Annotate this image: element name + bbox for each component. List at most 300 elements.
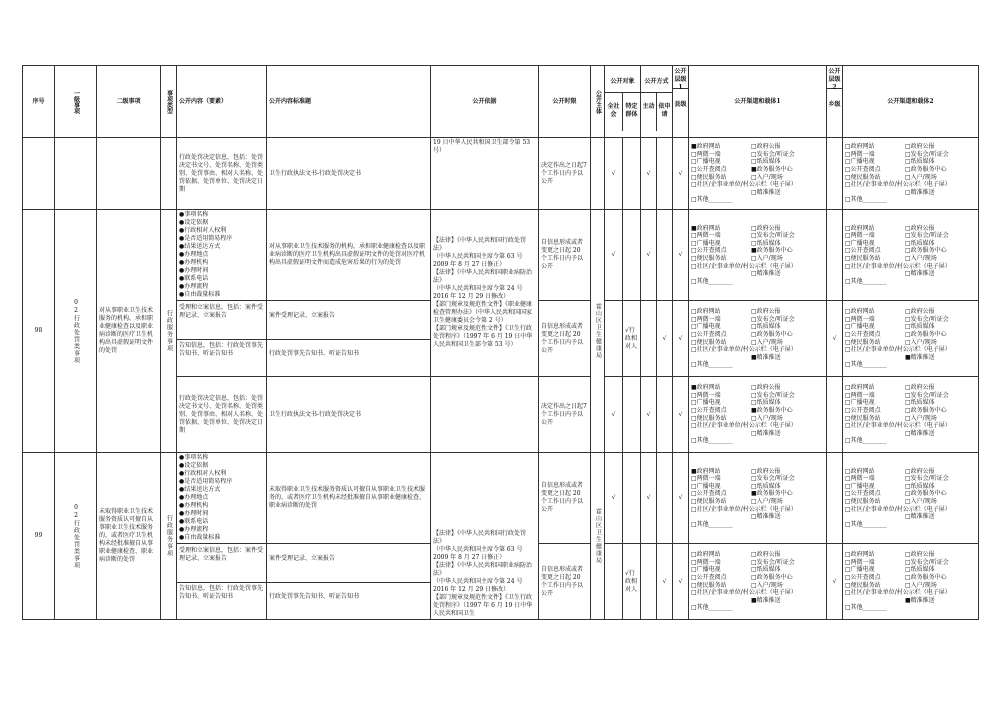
channel-option: ■政府网站: [691, 384, 721, 392]
channel-option: □政务服务中心: [905, 247, 947, 255]
channel-option: □政府公报: [751, 308, 781, 316]
empty-box-icon: □: [845, 490, 851, 498]
channel-option: ■政府网站: [691, 467, 721, 475]
empty-box-icon: □: [905, 150, 911, 158]
channel-option: □入户/现场: [905, 173, 937, 181]
seq-cell: 98: [23, 210, 55, 453]
empty-box-icon: □: [691, 181, 697, 189]
empty-box-icon: □: [845, 247, 851, 255]
channel-option: □社区/企事业单位/村公示栏（电子屏）: [691, 422, 797, 430]
empty-box-icon: □: [905, 247, 911, 255]
empty-box-icon: □: [845, 346, 851, 354]
channel-option: □公开查阅点: [691, 330, 727, 338]
empty-box-icon: □: [751, 150, 757, 158]
standard-cell: 案件受理记录、立案报告: [267, 545, 430, 583]
empty-box-icon: □: [905, 308, 911, 316]
channel-option: □入户/现场: [905, 338, 937, 346]
channel-list-2: [843, 138, 979, 210]
empty-box-icon: □: [751, 323, 757, 331]
empty-box-icon: □: [751, 232, 757, 240]
channel-option: □纸质媒体: [751, 158, 781, 166]
empty-box-icon: □: [845, 467, 851, 475]
empty-box-icon: □: [751, 173, 757, 181]
channel-option: □政府公报: [751, 224, 781, 232]
channel-option: □精准推送: [905, 429, 935, 437]
empty-box-icon: □: [751, 573, 757, 581]
township-check: √: [827, 301, 843, 377]
empty-box-icon: □: [905, 232, 911, 240]
standard-cell: 卫生行政执法文书-行政处罚决定书: [267, 138, 431, 210]
empty-box-icon: □: [845, 589, 851, 597]
channel-option: □广播电视: [691, 399, 721, 407]
checked-box-icon: ■: [751, 596, 757, 604]
channel-option: □广播电视: [845, 399, 875, 407]
empty-box-icon: □: [905, 270, 911, 278]
checked-box-icon: ■: [905, 596, 911, 604]
channel-option: □便民服务站: [845, 255, 881, 262]
checked-box-icon: ■: [751, 490, 757, 498]
empty-box-icon: □: [845, 330, 851, 338]
channel-option: □其他________: [691, 604, 733, 612]
empty-box-icon: □: [845, 406, 851, 414]
empty-box-icon: □: [691, 589, 697, 597]
channel-option: □入户/现场: [751, 581, 783, 589]
header-time-limit: 公开时限: [539, 66, 591, 138]
empty-box-icon: □: [751, 338, 757, 346]
township-check: √: [827, 544, 843, 620]
channel-option: □其他________: [845, 361, 887, 369]
header-level-group1: 公开层级1 县级: [673, 66, 689, 138]
channel-option: ■政务服务中心: [751, 490, 793, 498]
header-item-type: 事项类型: [161, 66, 177, 138]
channel-option: □纸质媒体: [751, 239, 781, 247]
channel-option: □纸质媒体: [751, 482, 781, 490]
subject-cell: 霍山区卫生健康局: [591, 210, 605, 453]
empty-box-icon: □: [691, 573, 697, 581]
target-all-check: √: [605, 210, 623, 301]
channel-option: □政务服务中心: [751, 573, 793, 581]
empty-box-icon: □: [905, 143, 911, 151]
empty-box-icon: □: [845, 414, 851, 422]
channel-option: □政府网站: [845, 467, 875, 475]
channel-option: □政府网站: [691, 308, 721, 316]
empty-box-icon: □: [905, 188, 911, 196]
empty-box-icon: □: [751, 188, 757, 196]
empty-box-icon: □: [845, 143, 851, 151]
channel-option: □精准推送: [905, 188, 935, 196]
empty-box-icon: □: [905, 558, 911, 566]
empty-box-icon: □: [751, 551, 757, 559]
empty-box-icon: □: [751, 399, 757, 407]
empty-box-icon: □: [905, 173, 911, 181]
empty-box-icon: □: [845, 482, 851, 490]
channel-option: □政府网站: [845, 384, 875, 392]
channel-option: □公开查阅点: [845, 247, 881, 255]
checked-box-icon: ■: [751, 353, 757, 361]
empty-box-icon: □: [691, 323, 697, 331]
county-check: √: [673, 138, 689, 210]
channel-option: □两微一端: [691, 150, 721, 158]
header-target: 公开对象 全社会 特定群体: [605, 66, 641, 138]
content-cell: 行政处罚决定信息，包括：处罚决定书文号、处罚名称、处罚类别、处罚事由、相对人名称、处罚依据、处罚单位、处罚决定日期: [177, 138, 267, 210]
channel-option: ■精准推送: [751, 353, 781, 361]
empty-box-icon: □: [905, 490, 911, 498]
empty-box-icon: □: [691, 391, 697, 399]
empty-box-icon: □: [691, 308, 697, 316]
empty-box-icon: □: [845, 551, 851, 559]
empty-box-icon: □: [905, 255, 911, 262]
channel-option: □两微一端: [845, 150, 875, 158]
empty-box-icon: □: [905, 224, 911, 232]
empty-box-icon: □: [691, 566, 697, 574]
channel-option: □政府公报: [905, 467, 935, 475]
channel-option: □纸质媒体: [905, 399, 935, 407]
channel-option: □发布会/听证会: [905, 558, 949, 566]
channel-option: □其他________: [845, 604, 887, 612]
empty-box-icon: □: [691, 346, 697, 354]
channel-option: □发布会/听证会: [905, 475, 949, 483]
channel-option: □发布会/听证会: [905, 232, 949, 240]
channel-option: □便民服务站: [691, 498, 727, 505]
channel-option: □精准推送: [905, 513, 935, 521]
empty-box-icon: □: [905, 581, 911, 589]
channel-option: □其他________: [691, 437, 733, 445]
channel-list-1: [689, 138, 827, 210]
checked-box-icon: ■: [691, 143, 697, 151]
empty-box-icon: □: [691, 277, 697, 285]
checked-box-icon: ■: [751, 247, 757, 255]
empty-box-icon: □: [905, 566, 911, 574]
empty-box-icon: □: [845, 239, 851, 247]
channel-option: □其他________: [845, 520, 887, 528]
channel-option: □广播电视: [691, 566, 721, 574]
empty-box-icon: □: [845, 338, 851, 346]
content-cell: 行政处罚决定信息，包括：处罚决定书文号、处罚名称、处罚类别、处罚事由、相对人名称、处罚依据、处罚单位、处罚决定日期: [177, 377, 267, 453]
channel-option: □其他________: [691, 520, 733, 528]
channel-option: □政务服务中心: [905, 573, 947, 581]
channel-option: □社区/企事业单位/村公示栏（电子屏）: [845, 181, 951, 189]
channel-option: □便民服务站: [691, 414, 727, 422]
channel-option: □发布会/听证会: [751, 391, 795, 399]
specific-cell: √行政相对人: [623, 544, 641, 620]
empty-box-icon: □: [751, 581, 757, 589]
empty-box-icon: □: [905, 573, 911, 581]
county-check: √: [673, 377, 689, 453]
channel-option: ■政务服务中心: [751, 406, 793, 414]
specific-cell: √行政相对人: [623, 301, 641, 377]
empty-box-icon: □: [905, 315, 911, 323]
empty-box-icon: □: [751, 330, 757, 338]
basis-cell: 19 日中华人民共和国卫生部令第 53 号）: [431, 138, 539, 210]
empty-box-icon: □: [905, 482, 911, 490]
header-subject: 公开主体: [591, 66, 605, 138]
level1-cell: 02行政处罚类事项: [55, 210, 97, 453]
channel-option: □两微一端: [845, 315, 875, 323]
content-cell: 告知信息，包括：行政处罚事先告知书、听证告知书: [179, 341, 264, 357]
table-row: [23, 138, 979, 210]
channel-option: □精准推送: [905, 270, 935, 278]
channel-list-1: [689, 377, 827, 453]
empty-box-icon: □: [691, 361, 697, 369]
item-type-cell: 行政服务事项: [161, 453, 177, 620]
content-cell: 告知信息，包括：行政处罚事先告知书、听证告知书: [179, 584, 264, 600]
empty-box-icon: □: [691, 196, 697, 204]
empty-box-icon: □: [751, 482, 757, 490]
target-all-check: √: [605, 377, 623, 453]
standard-cell: 卫生行政执法文书-行政处罚决定书: [267, 377, 431, 453]
county-check: √: [673, 210, 689, 301]
channel-option: ■政府网站: [691, 224, 721, 232]
empty-box-icon: □: [845, 315, 851, 323]
item-type-cell: 行政服务事项: [161, 210, 177, 453]
checked-box-icon: ■: [691, 384, 697, 392]
channel-option: □政府公报: [751, 143, 781, 151]
channel-option: □便民服务站: [691, 338, 727, 346]
channel-list-1: [689, 301, 827, 377]
basis-cell: 【法律】《中华人民共和国行政处罚法》 （中华人民共和国主席令第 63 号 2009 年 8 月 27 日修正） 【法律】《中华人民共和国职业病防治法》 （中华人民共和国主席令第 24 号 2016 年 12 月 29 日修改） 【部门规章及规范性文件】《职业健康检查管理办法》（中华人民共和国国家卫生健康委员会令第 2 号） 【部门规章及规范性文件】《卫生行政处罚程序》（1997 年 6 月 19 日中华人民共和国卫生部令第 53 号）: [431, 210, 539, 377]
empty-box-icon: □: [751, 414, 757, 422]
empty-box-icon: □: [751, 498, 757, 505]
channel-option: □政府网站: [845, 308, 875, 316]
channel-option: □发布会/听证会: [905, 150, 949, 158]
empty-box-icon: □: [905, 323, 911, 331]
channel-option: □入户/现场: [905, 255, 937, 262]
channel-option: □精准推送: [751, 429, 781, 437]
empty-box-icon: □: [845, 224, 851, 232]
empty-box-icon: □: [691, 247, 697, 255]
empty-box-icon: □: [845, 173, 851, 181]
empty-box-icon: □: [691, 158, 697, 166]
channel-option: □政府公报: [751, 551, 781, 559]
channel-option: □便民服务站: [691, 581, 727, 589]
channel-option: □入户/现场: [905, 581, 937, 589]
empty-box-icon: □: [751, 391, 757, 399]
channel-option: □公开查阅点: [691, 406, 727, 414]
standard-cell: 对从事职业卫生技术服务的机构，承担职业健康检查以及职业病诊断的医疗卫生机构出具虚假证明文件的处罚对医疗机构出具虚假证明文件而造成危害后果的行为的处罚: [267, 210, 431, 301]
channel-option: ■精准推送: [905, 596, 935, 604]
header-basis: 公开依据: [431, 66, 539, 138]
channel-option: □纸质媒体: [751, 566, 781, 574]
channel-option: □政府公报: [905, 143, 935, 151]
channel-list-2: [843, 377, 979, 453]
disclosure-table: [22, 65, 979, 620]
channel-option: □其他________: [845, 196, 887, 204]
empty-box-icon: □: [691, 414, 697, 422]
empty-box-icon: □: [691, 330, 697, 338]
empty-box-icon: □: [691, 150, 697, 158]
empty-box-icon: □: [691, 498, 697, 505]
channel-option: □便民服务站: [845, 173, 881, 181]
channel-option: □政府公报: [905, 384, 935, 392]
county-check: √: [673, 544, 689, 620]
empty-box-icon: □: [845, 399, 851, 407]
empty-box-icon: □: [691, 232, 697, 240]
channel-option: □发布会/听证会: [751, 232, 795, 240]
channel-option: ■精准推送: [751, 596, 781, 604]
channel-option: □两微一端: [691, 315, 721, 323]
channel-option: □政务服务中心: [905, 330, 947, 338]
channel-option: □精准推送: [751, 513, 781, 521]
channel-option: □社区/企事业单位/村公示栏（电子屏）: [845, 262, 951, 270]
channel-option: □政府网站: [691, 551, 721, 559]
empty-box-icon: □: [905, 338, 911, 346]
empty-box-icon: □: [691, 406, 697, 414]
empty-box-icon: □: [905, 399, 911, 407]
channel-option: □社区/企事业单位/村公示栏（电子屏）: [691, 589, 797, 597]
channel-option: □两微一端: [691, 558, 721, 566]
level1-cell: 02行政处罚类事项: [55, 453, 97, 620]
empty-box-icon: □: [905, 551, 911, 559]
empty-box-icon: □: [905, 498, 911, 505]
channel-option: □其他________: [691, 361, 733, 369]
channel-list-2: [843, 453, 979, 544]
checked-box-icon: ■: [691, 224, 697, 232]
channel-option: □广播电视: [691, 239, 721, 247]
channel-option: □便民服务站: [845, 581, 881, 589]
channel-option: □精准推送: [751, 270, 781, 278]
empty-box-icon: □: [845, 165, 851, 173]
channel-option: □便民服务站: [845, 414, 881, 422]
channel-option: □广播电视: [691, 323, 721, 331]
channel-option: □纸质媒体: [905, 323, 935, 331]
channel-option: □公开查阅点: [845, 490, 881, 498]
empty-box-icon: □: [905, 158, 911, 166]
checked-box-icon: ■: [691, 467, 697, 475]
empty-box-icon: □: [691, 338, 697, 346]
apply-check: √: [657, 301, 673, 377]
subject-cell: 霍山区卫生健康局: [591, 453, 605, 620]
channel-option: □公开查阅点: [691, 165, 727, 173]
empty-box-icon: □: [751, 384, 757, 392]
empty-box-icon: □: [845, 391, 851, 399]
empty-box-icon: □: [751, 224, 757, 232]
active-check: √: [641, 453, 657, 544]
empty-box-icon: □: [691, 551, 697, 559]
channel-option: □公开查阅点: [691, 490, 727, 498]
empty-box-icon: □: [905, 475, 911, 483]
empty-box-icon: □: [905, 406, 911, 414]
channel-option: □社区/企事业单位/村公示栏（电子屏）: [691, 181, 797, 189]
empty-box-icon: □: [845, 196, 851, 204]
standard-cell: 行政处罚事先告知书、听证告知书: [269, 349, 360, 357]
empty-box-icon: □: [905, 414, 911, 422]
empty-box-icon: □: [845, 323, 851, 331]
empty-box-icon: □: [905, 165, 911, 173]
empty-box-icon: □: [751, 429, 757, 437]
channel-option: □两微一端: [845, 232, 875, 240]
channel-option: □两微一端: [691, 232, 721, 240]
channel-option: ■精准推送: [905, 353, 935, 361]
channel-option: □纸质媒体: [905, 239, 935, 247]
channel-option: □公开查阅点: [845, 165, 881, 173]
county-check: √: [673, 453, 689, 544]
channel-option: ■政务服务中心: [751, 247, 793, 255]
channel-option: □入户/现场: [751, 414, 783, 422]
channel-option: □广播电视: [845, 566, 875, 574]
channel-list-1: [689, 210, 827, 301]
empty-box-icon: □: [845, 437, 851, 445]
empty-box-icon: □: [845, 581, 851, 589]
empty-box-icon: □: [845, 520, 851, 528]
channel-option: □两微一端: [691, 391, 721, 399]
content-cell: ●事项名称 ●设定依据 ●行政相对人权利 ●是否适用简易程序 ●结果送达方式 ●办理地点 ●办理机构 ●办理时间 ●联系电话 ●办理流程 ●自由裁量标准: [177, 210, 267, 301]
channel-option: □入户/现场: [905, 498, 937, 505]
content-cell: 受理和立案信息，包括：案件受理记录、立案报告: [177, 302, 266, 340]
channel-option: □社区/企事业单位/村公示栏（电子屏）: [691, 346, 797, 354]
channel-option: □发布会/听证会: [751, 475, 795, 483]
channel-option: □纸质媒体: [905, 158, 935, 166]
channel-option: □社区/企事业单位/村公示栏（电子屏）: [845, 422, 951, 430]
empty-box-icon: □: [845, 422, 851, 430]
checked-box-icon: ■: [905, 353, 911, 361]
channel-option: □社区/企事业单位/村公示栏（电子屏）: [845, 346, 951, 354]
standard-cell: 行政处罚事先告知书、听证告知书: [269, 592, 360, 600]
active-check: √: [641, 210, 657, 301]
content-cell: ●事项名称 ●设定依据 ●行政相对人权利 ●是否适用简易程序 ●结果送达方式 ●办理地点 ●办理机构 ●办理时间 ●联系电话 ●办理流程 ●自由裁量标准: [177, 453, 267, 544]
empty-box-icon: □: [845, 573, 851, 581]
active-check: √: [641, 138, 657, 210]
empty-box-icon: □: [845, 475, 851, 483]
channel-option: □广播电视: [845, 323, 875, 331]
empty-box-icon: □: [845, 498, 851, 505]
channel-option: □社区/企事业单位/村公示栏（电子屏）: [845, 589, 951, 597]
channel-option: □广播电视: [845, 482, 875, 490]
header-level-group2: 公开层级2 乡级: [827, 66, 843, 138]
content-cell: 受理和立案信息，包括：案件受理记录、立案报告: [177, 545, 266, 583]
empty-box-icon: □: [691, 558, 697, 566]
header-channel1: 公开渠道和载体1: [689, 66, 827, 138]
channel-option: □政务服务中心: [905, 406, 947, 414]
channel-option: □政府网站: [845, 143, 875, 151]
level2-cell: 对从事职业卫生技术服务的机构，承担职业健康检查以及职业病诊断的医疗卫生机构出具虚假证明文件的处罚: [97, 210, 161, 453]
header-seq: 序号: [23, 66, 55, 138]
empty-box-icon: □: [845, 262, 851, 270]
standard-cell: 案件受理记录、立案报告: [267, 302, 430, 340]
active-check: √: [641, 377, 657, 453]
channel-option: □其他________: [845, 437, 887, 445]
channel-list-2: [843, 301, 979, 377]
empty-box-icon: □: [905, 239, 911, 247]
empty-box-icon: □: [751, 239, 757, 247]
time-cell: 自信息形成或者变更之日起 20 个工作日内予以公开: [539, 210, 591, 301]
channel-option: ■政务服务中心: [751, 165, 793, 173]
county-check: √: [673, 301, 689, 377]
channel-option: □社区/企事业单位/村公示栏（电子屏）: [691, 505, 797, 513]
empty-box-icon: □: [691, 239, 697, 247]
empty-box-icon: □: [751, 143, 757, 151]
channel-list-1: [689, 544, 827, 620]
time-cell: 自信息形成或者变更之日起 20 个工作日内予以公开: [539, 301, 591, 377]
channel-option: □入户/现场: [751, 498, 783, 505]
header-level2: 二级事项: [97, 66, 161, 138]
empty-box-icon: □: [845, 361, 851, 369]
channel-option: □政府公报: [751, 384, 781, 392]
seq-cell: 99: [23, 453, 55, 620]
empty-box-icon: □: [691, 422, 697, 430]
channel-option: □纸质媒体: [905, 566, 935, 574]
channel-option: □纸质媒体: [751, 323, 781, 331]
channel-option: □其他________: [691, 196, 733, 204]
channel-option: □发布会/听证会: [751, 150, 795, 158]
channel-option: □两微一端: [845, 558, 875, 566]
empty-box-icon: □: [845, 277, 851, 285]
channel-option: □两微一端: [845, 391, 875, 399]
empty-box-icon: □: [691, 173, 697, 181]
empty-box-icon: □: [691, 262, 697, 270]
channel-option: □公开查阅点: [691, 247, 727, 255]
empty-box-icon: □: [751, 255, 757, 262]
checked-box-icon: ■: [751, 406, 757, 414]
